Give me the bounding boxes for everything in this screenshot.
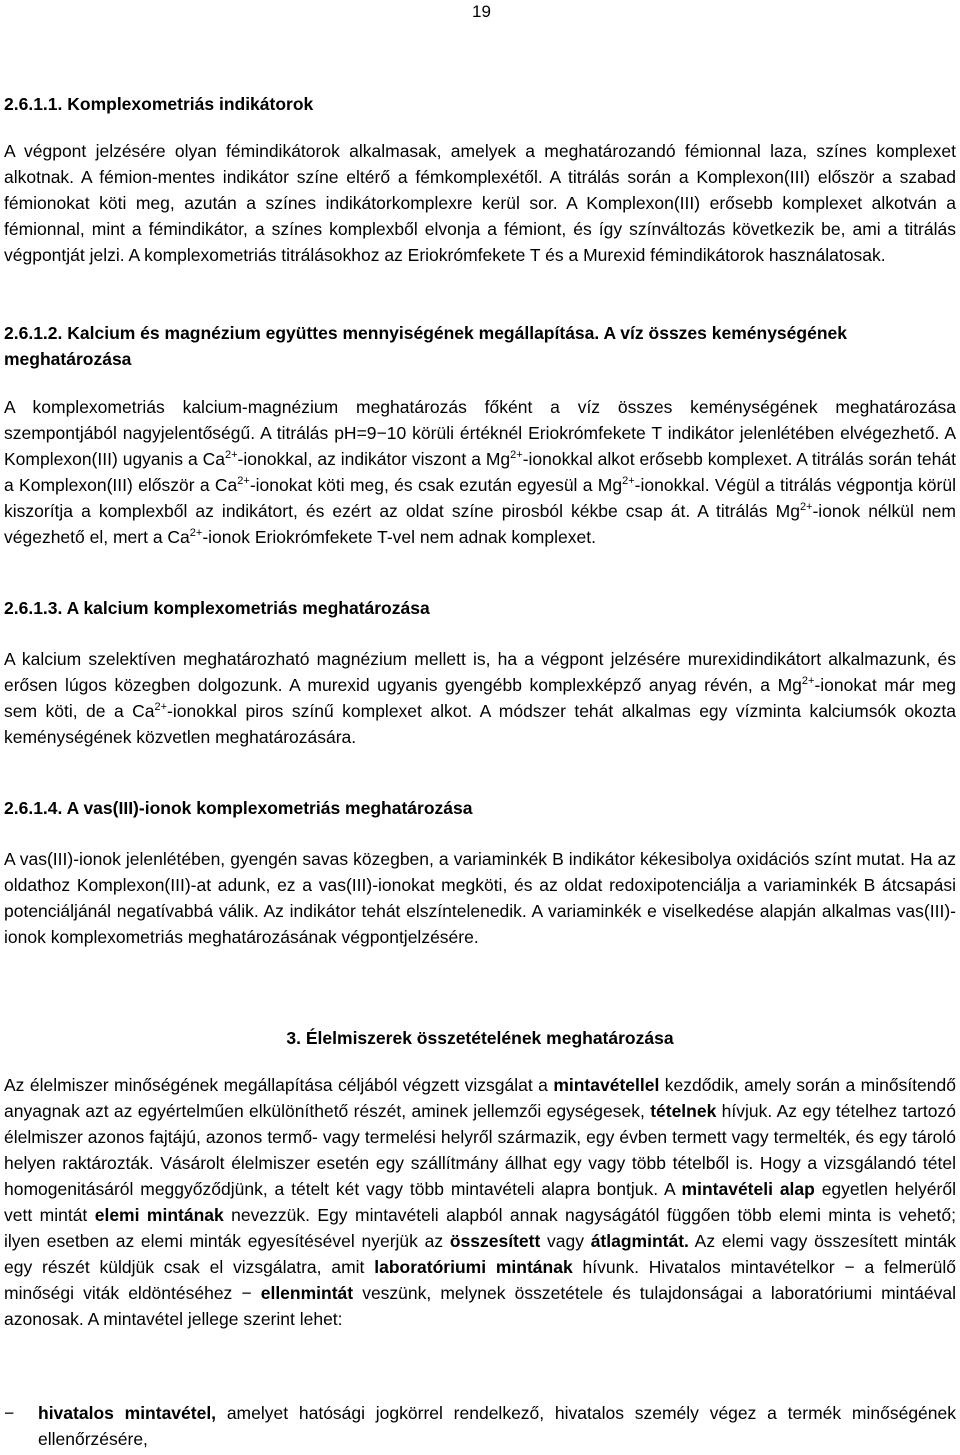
list-item-text: hivatalos mintavétel, amelyet hatósági jogkörrel rendelkező, hivatalos személy végez a termék minőségének ellenőrzésére, (38, 1403, 956, 1449)
paragraph-kalcium-meghatarozasa: A kalcium szelektíven meghatározható magnézium mellett is, ha a végpont jelzésére murexidindikátort alkalmazunk, és erősen lúgos közegben dolgozunk. A murexid ugyanis gyengébb komplexképző anyag révén, a $Mg^{2+}$-ionokat már meg sem köti, de a $Ca^{2+}$-ionokkal piros színű komplexet alkot. A módszer tehát alkalmas egy vízminta kalciumsók okozta keménységének közvetlen meghatározására. (4, 649, 956, 747)
heading-kalcium-magnezium: 2.6.1.2. Kalcium és magnézium együttes mennyiségének megállapítása. A víz összes keménységének meghatározása (4, 323, 847, 369)
paragraph-kalcium-magnezium: A komplexometriás kalcium-magnézium meghatározás főként a víz összes keménységének meghatározása szempontjából nagyjelentőségű. A titrálás pH=9−10 körüli értéknél Eriokrómfekete T indikátor jelenlétében elvégezhető. A Komplexon(III) ugyanis a $Ca^{2+}$-ionokkal, az indikátor viszont a $Mg^{2+}$-ionokkal alkot erősebb komplexet. A titrálás során tehát a Komplexon(III) először a $Ca^{2+}$-ionokat köti meg, és csak ezután egyesül a $Mg^{2+}$-ionokkal. Végül a titrálás végpontja körül kiszorítja a komplexből az indikátort, és ezért az oldat színe pirosból kékbe csap át. A titrálás $Mg^{2+}$-ionok nélkül nem végezhető el, mert a $Ca^{2+}$-ionok Eriokrómfekete T-vel nem adnak komplexet. (4, 397, 956, 547)
paragraph-indikatorok: A végpont jelzésére olyan fémindikátorok alkalmasak, amelyek a meghatározandó fémionnal laza, színes komplexet alkotnak. A fémion-mentes indikátor színe eltérő a fémkomplexétől. A titrálás során a Komplexon(III) először a szabad fémionokat köti meg, azután a színes indikátorkomplexre kerül sor. A Komplexon(III) erősebb komplexet alkotván a fémionnal, mint a fémindikátor, a színes komplexből elvonja a fémiont, és így színváltozás következik be, ami a titrálás végpontját jelzi. A komplexometriás titrálásokhoz az Eriokrómfekete T és a Murexid fémindikátorok használatosak. (4, 141, 956, 265)
heading-vas-meghatarozasa: 2.6.1.4. A vas(III)-ionok komplexometriás meghatározása (4, 798, 473, 818)
page-number: 19 (472, 2, 491, 21)
paragraph-elelmiszerek: Az élelmiszer minőségének megállapítása céljából végzett vizsgálat a mintavétellel kezdődik, amely során a minősítendő anyagnak azt az egyértelműen elkülöníthető részét, aminek jellemzői egységesek, tételnek hívjuk. Az egy tételhez tartozó élelmiszer azonos fajtájú, azonos termő- vagy termelési helyről származik, egy évben termett vagy termelték, és egy tároló helyen raktározták. Vásárolt élelmiszer esetén egy szállítmány állhat egy vagy több tételből is. Hogy a vizsgálandó tétel homogenitásáról meggyőződjünk, a tételt két vagy több mintavételi alapra bontjuk. A mintavételi alap egyetlen helyéről vett mintát elemi mintának nevezzük. Egy mintavételi alapból annak nagyságától függően több elemi minta is vehető; ilyen esetben az elemi minták egyesítésével nyerjük az összesített vagy átlagmintát. Az elemi vagy összesített minták egy részét küldjük csak el vizsgálatra, amit laboratóriumi mintának hívunk. Hivatalos mintavételkor − a felmerülő minőségi viták eldöntéséhez − ellenmintát veszünk, melynek összetétele és tulajdonságai a laboratóriumi mintáéval azonosak. A mintavétel jellege szerint lehet: (4, 1075, 956, 1329)
paragraph-vas-meghatarozasa: A vas(III)-ionok jelenlétében, gyengén savas közegben, a variaminkék B indikátor kékesibolya oxidációs színt mutat. Ha az oldathoz Komplexon(III)-at adunk, ez a vas(III)-ionokat megköti, és az oldat redoxipotenciálja a variaminkék B átcsapási potenciáljánál negatívabbá válik. Az indikátor tehát elszíntelenedik. A variaminkék e viselkedése alapján alkalmas vas(III)-ionok komplexometriás meghatározásának végpontjelzésére. (4, 849, 956, 947)
heading-komplexometrias-indikatorok: 2.6.1.1. Komplexometriás indikátorok (4, 94, 314, 114)
chapter-title: 3. Élelmiszerek összetételének meghatározása (286, 1028, 674, 1048)
bullet-dash: − (4, 1403, 15, 1423)
heading-kalcium-meghatarozasa: 2.6.1.3. A kalcium komplexometriás meghatározása (4, 598, 430, 618)
list-item (4, 1400, 956, 1452)
